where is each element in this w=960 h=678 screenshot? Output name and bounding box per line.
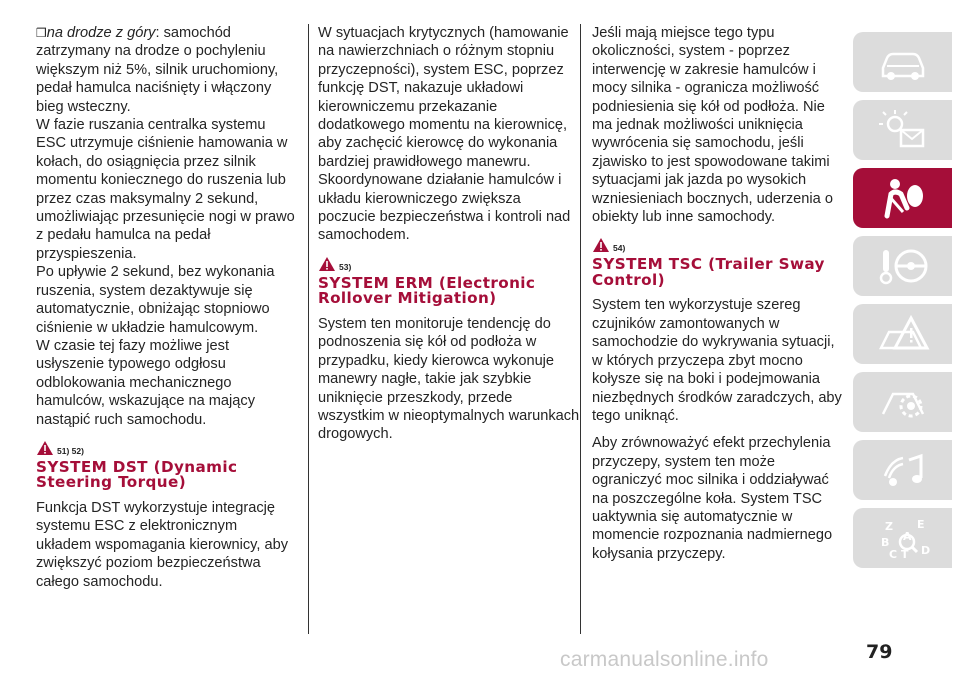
- steering-wheel-icon: [873, 242, 933, 290]
- warning-triangle-icon: [318, 256, 336, 272]
- section-heading: SYSTEM TSC (Trailer Sway Control): [592, 255, 825, 289]
- column-divider: [308, 24, 309, 634]
- tab-breakdown[interactable]: [853, 304, 952, 364]
- tab-steering-wheel[interactable]: [853, 236, 952, 296]
- paragraph-text: W czasie tej fazy możliwe jest usłyszenie typowego odgłosu odblokowania mechanicznego hamulców, wskazujące na mający nastąpić ruch samochodu.: [36, 337, 256, 428]
- section-heading: SYSTEM ERM (Electronic Rollover Mitigation): [318, 273, 536, 308]
- warning-triangle-icon: [36, 440, 54, 456]
- index-letter-c: C: [888, 548, 897, 561]
- airbag-seatbelt-icon: [873, 174, 933, 222]
- breakdown-icon: [873, 310, 933, 358]
- watermark: carmanualsonline.info: [560, 648, 769, 671]
- paragraph-text: Aby zrównoważyć efekt przechylenia przyczepy, system ten może ograniczyć moc silnika i oddziaływać na poszczególne koła. System TSC uaktywnia się automatycznie w momencie rozpoznania nadmiernego kołysania przyczepy.: [592, 435, 833, 562]
- paragraph: [36, 24, 296, 429]
- tab-warning-lights[interactable]: [853, 100, 952, 160]
- section-heading: SYSTEM DST (Dynamic Steering Torque): [36, 457, 238, 492]
- maintenance-icon: [873, 378, 933, 426]
- warning-lights-icon: [873, 106, 933, 154]
- column-3: [592, 24, 842, 572]
- intro-rest: : samochód zatrzymany na drodze o pochyleniu większym niż 5%, silnik uruchomiony, pedał hamulca naciśnięty i włączony bieg wsteczny.: [36, 25, 279, 115]
- index-letter-b: B: [880, 536, 889, 549]
- paragraph-text: Funkcja DST wykorzystuje integrację systemu ESC z elektronicznym układem wspomagania kierownicy, aby zwiększyć poziom bezpieczeństwa całego samochodu.: [36, 499, 288, 590]
- page-number: 79: [866, 641, 893, 663]
- column-2: [318, 24, 580, 453]
- paragraph-text: W fazie ruszania centralka systemu ESC utrzymuje ciśnienie hamowania w kołach, do osiągnięcia przez silnik momentu koniecznego do ruszenia lub przez czas maksymalny 2 sekund, umożliwiając przesunięcie nogi w prawo z pedału hamulca na pedał przyspieszenia.: [36, 117, 295, 262]
- paragraph-text: Jeśli mają miejsce tego typu okoliczności, system - poprzez interwencję w zakresie hamulców i mocy silnika - ogranicza możliwość podniesienia się kół od podłoża. Nie ma jednak możliwości uniknięcia wywrócenia się samochodu, jeśli zjawisko to jest spowodowane takimi sytuacjami jak jazda po wysokich wzniesieniach bocznych, uderzenia o obiekty lub inne samochody.: [592, 25, 833, 226]
- tab-multimedia[interactable]: [853, 440, 952, 500]
- index-letter-d: D: [920, 544, 930, 557]
- warning-ref-text: 54): [613, 243, 626, 254]
- index-icon: [873, 514, 933, 562]
- paragraph-text: System ten wykorzystuje szereg czujników zamontowanych w samochodzie do wykrywania sytuacji, w których przyczepa zbyt mocno kołysze się na boki i podejmowania niezbędnych środków zaradczych, aby tego uniknąć.: [592, 297, 842, 424]
- index-letter-t: T: [900, 548, 909, 561]
- tab-car[interactable]: [853, 32, 952, 92]
- warning-triangle-icon: [592, 237, 610, 253]
- index-letter-z: Z: [884, 520, 893, 533]
- warning-reference: [318, 254, 580, 272]
- warning-reference: [36, 438, 296, 456]
- tab-airbag-seatbelt[interactable]: [853, 168, 952, 228]
- paragraph-text: Po upływie 2 sekund, bez wykonania ruszenia, system dezaktywuje się automatycznie, obniżając stopniowo ciśnienie w układzie hamulcowym.: [36, 264, 275, 336]
- tab-index[interactable]: [853, 508, 952, 568]
- chapter-sidebar: [853, 32, 952, 576]
- index-letter-e: E: [916, 518, 925, 531]
- warning-reference: [592, 235, 842, 253]
- intro-italic: na drodze z góry: [46, 25, 156, 41]
- bullet-marker: ❒: [36, 26, 47, 40]
- paragraph-text: W sytuacjach krytycznych (hamowanie na nawierzchniach o różnym stopniu przyczepności), system ESC, poprzez funkcję DST, nakazuje układowi kierowniczemu przekazanie dodatkowego momentu na kierownicę, aby zachęcić kierowcę do wykonania bardziej prawidłowego manewru. Skoordynowane działanie hamulców i układu kierowniczego zwiększa poczucie bezpieczeństwa i kontroli nad samochodem.: [318, 25, 571, 244]
- column-divider: [580, 24, 581, 634]
- index-letter-a: A: [902, 530, 912, 543]
- multimedia-icon: [873, 446, 933, 494]
- warning-ref-text: 53): [339, 261, 352, 272]
- warning-ref-text: 51) 52): [57, 445, 84, 456]
- tab-maintenance[interactable]: [853, 372, 952, 432]
- column-1: [36, 24, 296, 600]
- car-icon: [873, 38, 933, 86]
- paragraph-text: System ten monitoruje tendencję do podnoszenia się kół od podłoża w przypadku, kiedy kierowca wykonuje manewry nagłe, takie jak szybkie uniknięcie przeszkody, przede wszystkim w nieoptymalnych warunkach drogowych.: [318, 315, 580, 443]
